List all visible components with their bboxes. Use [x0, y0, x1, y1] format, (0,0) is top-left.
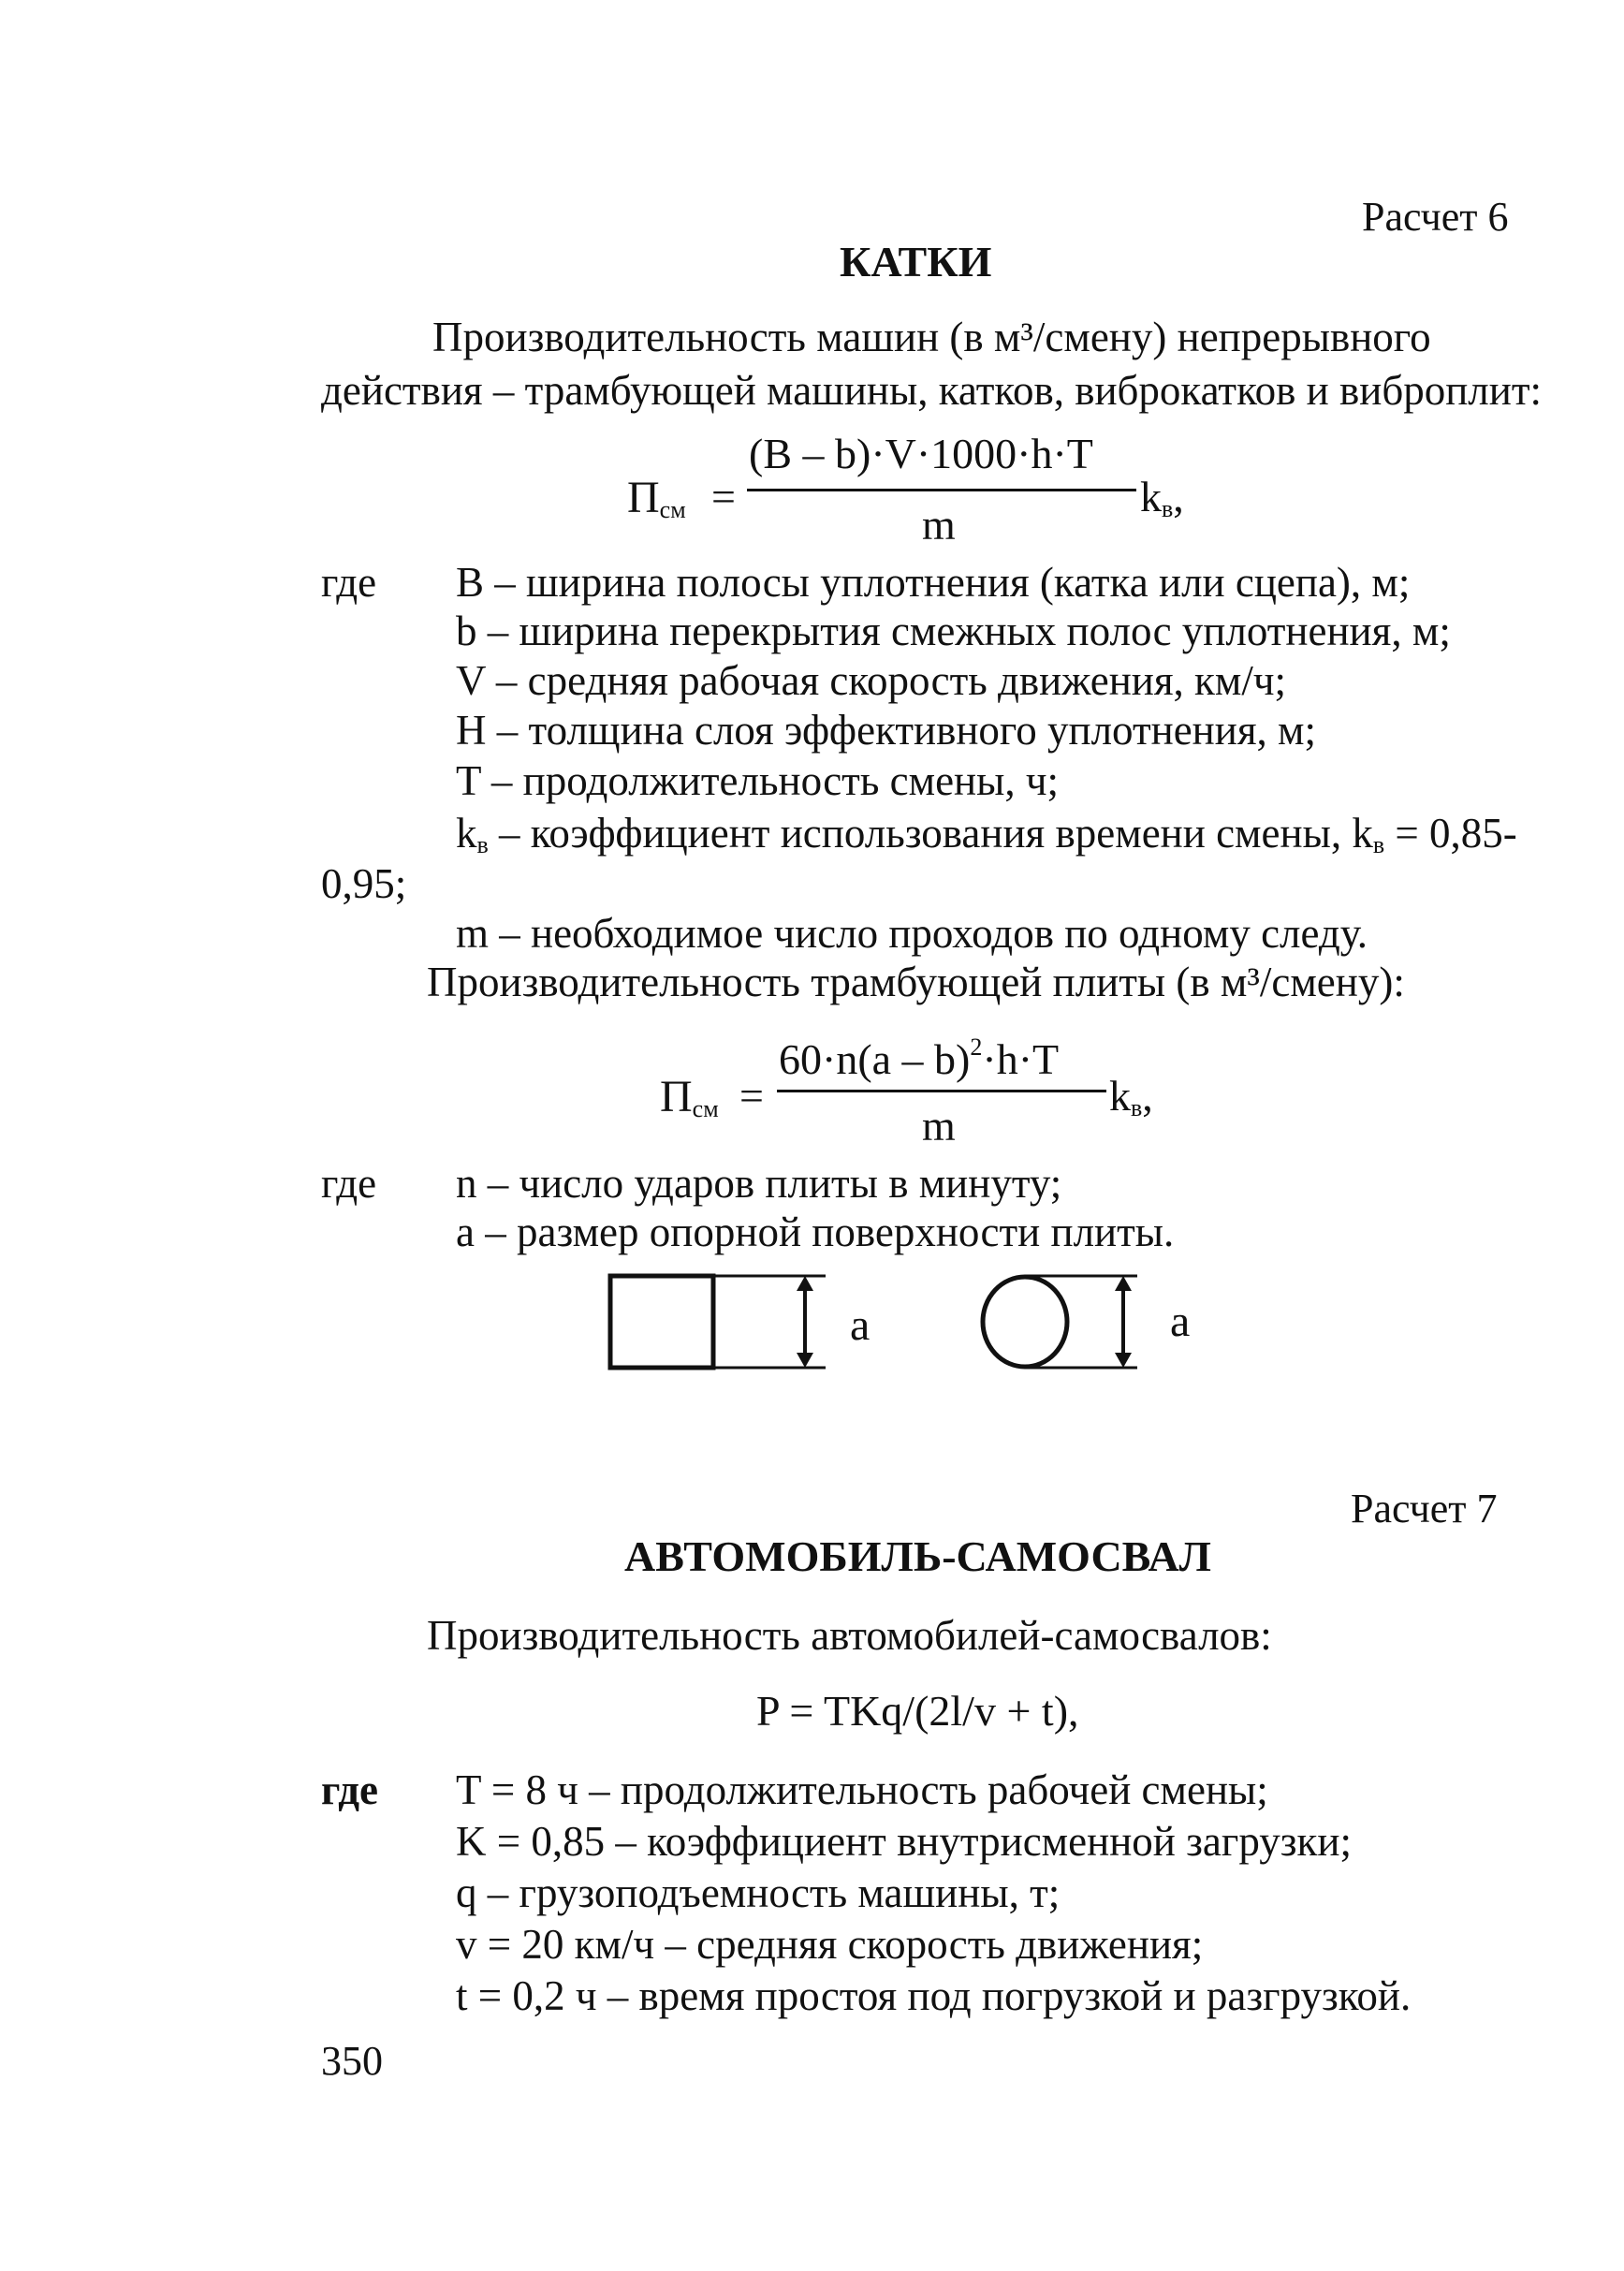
formula2-numerator: 60·n(a – b)$^2$·h·T	[779, 1033, 1060, 1083]
def-kv-continued: 0,95;	[321, 860, 407, 907]
formula1-denominator: m	[922, 501, 956, 549]
calc6-title: КАТКИ	[840, 238, 992, 286]
plate-intro: Производительность трамбующей плиты (в м³/смену):	[427, 959, 1405, 1005]
def-n: n – число ударов плиты в минуту;	[456, 1160, 1062, 1207]
square-dimension-label: a	[850, 1300, 871, 1350]
def-v: v = 20 км/ч – средняя скорость движения;	[456, 1921, 1204, 1968]
def-B: B – ширина полосы уплотнения (катка или сцепа), м;	[456, 559, 1411, 606]
formula2-lhs: $П_{см}$	[660, 1072, 719, 1122]
where-label-3: где	[321, 1766, 378, 1813]
formula1-factor: $k_в$,	[1140, 473, 1184, 522]
formula1-numerator: (B – b)·V·1000·h·T	[749, 430, 1093, 477]
where-label-1: где	[321, 559, 377, 606]
formula2-fraction-bar	[777, 1090, 1106, 1092]
round-plate-figure	[983, 1276, 1137, 1368]
def-kv: $k_в$ – коэффициент использования времени смены, $k_в = 0,85-$	[456, 810, 1517, 858]
def-a: a – размер опорной поверхности плиты.	[456, 1209, 1175, 1255]
square-plate-figure	[610, 1276, 826, 1368]
calc6-label: Расчет 6	[1362, 194, 1509, 240]
def-T-shift: T = 8 ч – продолжительность рабочей смены;	[456, 1766, 1268, 1813]
calc7-intro: Производительность автомобилей-самосвалов:	[427, 1612, 1272, 1659]
calc7-label: Расчет 7	[1351, 1486, 1498, 1531]
calc7-title: АВТОМОБИЛЬ-САМОСВАЛ	[624, 1532, 1211, 1580]
def-b: b – ширина перекрытия смежных полос уплотнения, м;	[456, 608, 1451, 654]
calc6-intro-line2: действия – трамбующей машины, катков, виброкатков и виброплит:	[321, 367, 1543, 414]
calc6-intro-line1: Производительность машин (в м³/смену) непрерывного	[432, 314, 1431, 360]
def-H: H – толщина слоя эффективного уплотнения, м;	[456, 707, 1317, 754]
where-label-2: где	[321, 1160, 377, 1207]
page-number: 350	[321, 2038, 383, 2084]
def-q: q – грузоподъемность машины, т;	[456, 1869, 1061, 1916]
formula1-eq: =	[711, 473, 736, 520]
def-t: t = 0,2 ч – время простоя под погрузкой и разгрузкой.	[456, 1972, 1412, 2019]
def-K: K = 0,85 – коэффициент внутрисменной загрузки;	[456, 1818, 1352, 1865]
formula2-eq: =	[739, 1072, 764, 1120]
def-m: m – необходимое число проходов по одному следу.	[456, 910, 1368, 957]
circle-dimension-label: a	[1170, 1297, 1191, 1346]
def-T: T – продолжительность смены, ч;	[456, 757, 1059, 804]
formula1-fraction-bar	[747, 489, 1136, 491]
formula-3: P = TKq/(2l/v + t),	[756, 1687, 1079, 1735]
def-V: V – средняя рабочая скорость движения, км/ч;	[456, 657, 1287, 704]
formula1-lhs: $П_{см}$	[627, 473, 686, 523]
plate-shapes-figure	[599, 1268, 1217, 1381]
formula2-factor: $k_в$,	[1109, 1072, 1153, 1121]
formula2-denominator: m	[922, 1102, 956, 1150]
